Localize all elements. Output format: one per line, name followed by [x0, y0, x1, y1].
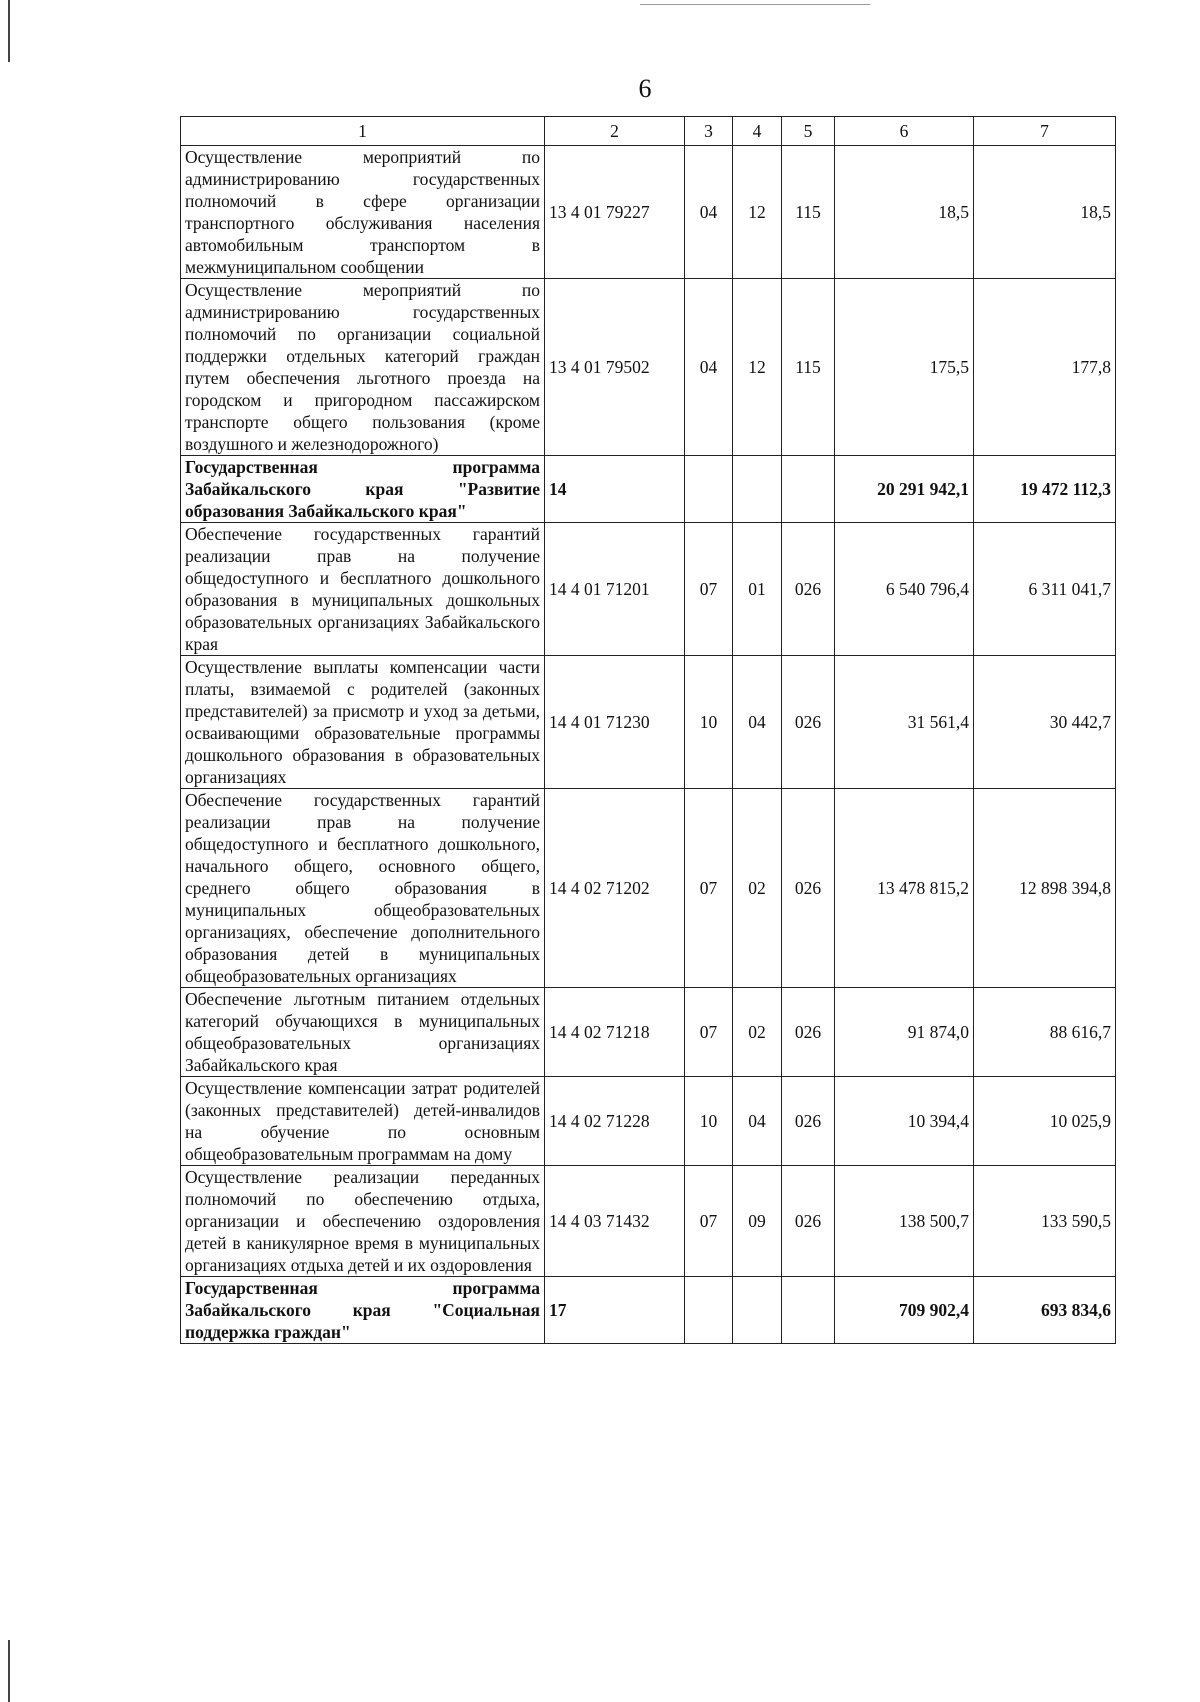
row-col6: 91 874,0 [835, 988, 974, 1077]
header-col-6: 6 [835, 117, 974, 146]
row-col4: 12 [733, 279, 782, 456]
row-col6: 13 478 815,2 [835, 789, 974, 988]
table-row [181, 146, 1116, 279]
row-col4: 04 [733, 1077, 782, 1166]
row-name: Обеспечение льготным питанием отдельных категорий обучающихся в муниципальных общеобразовательных организациях Забайкальского края [181, 988, 545, 1077]
row-col3: 07 [685, 789, 733, 988]
row-code: 14 [545, 456, 685, 523]
row-name: Государственная программа Забайкальского края "Развитие образования Забайкальского края" [181, 456, 545, 523]
table-row [181, 279, 1116, 456]
header-col-4: 4 [733, 117, 782, 146]
row-name: Обеспечение государственных гарантий реализации прав на получение общедоступного и бесплатного дошкольного образования в муниципальных дошкольных образовательных организациях Забайкальского края [181, 523, 545, 656]
row-col3 [685, 456, 733, 523]
row-name: Государственная программа Забайкальского края "Социальная поддержка граждан" [181, 1277, 545, 1344]
table-row-program [181, 456, 1116, 523]
row-code: 14 4 02 71228 [545, 1077, 685, 1166]
table-row [181, 656, 1116, 789]
row-col4: 02 [733, 789, 782, 988]
header-col-7: 7 [974, 117, 1116, 146]
row-code: 14 4 03 71432 [545, 1166, 685, 1277]
row-col3 [685, 1277, 733, 1344]
row-col7: 10 025,9 [974, 1077, 1116, 1166]
row-name: Обеспечение государственных гарантий реализации прав на получение общедоступного и бесплатного дошкольного, начального общего, основного общего, среднего общего образования в муниципальных общеобразовательных организациях, обеспечение дополнительного образования детей в муниципальных общеобразовательных организациях [181, 789, 545, 988]
row-col6: 18,5 [835, 146, 974, 279]
row-col5: 115 [782, 146, 835, 279]
row-col6: 709 902,4 [835, 1277, 974, 1344]
budget-table [180, 116, 1116, 1344]
page-number: 6 [638, 74, 652, 103]
row-name: Осуществление мероприятий по администрированию государственных полномочий по организации социальной поддержки отдельных категорий граждан путем обеспечения льготного проезда на городском и пригородном пассажирском транспорте общего пользования (кроме воздушного и железнодорожного) [181, 279, 545, 456]
scan-mark-left-bottom [8, 1640, 10, 1702]
row-col5: 026 [782, 988, 835, 1077]
row-name: Осуществление выплаты компенсации части платы, взимаемой с родителей (законных представителей) за присмотр и уход за детьми, осваивающими образовательные программы дошкольного образования в образовательных организациях [181, 656, 545, 789]
header-col-1: 1 [181, 117, 545, 146]
row-code: 14 4 01 71230 [545, 656, 685, 789]
table-row [181, 523, 1116, 656]
row-col3: 07 [685, 988, 733, 1077]
row-col7: 19 472 112,3 [974, 456, 1116, 523]
row-col7: 6 311 041,7 [974, 523, 1116, 656]
row-col7: 177,8 [974, 279, 1116, 456]
row-col4: 09 [733, 1166, 782, 1277]
row-col3: 07 [685, 523, 733, 656]
row-col5: 026 [782, 789, 835, 988]
row-col6: 20 291 942,1 [835, 456, 974, 523]
row-col3: 10 [685, 656, 733, 789]
row-code: 14 4 01 71201 [545, 523, 685, 656]
row-col5: 026 [782, 1166, 835, 1277]
row-col7: 30 442,7 [974, 656, 1116, 789]
header-row [181, 117, 1116, 146]
table-row [181, 789, 1116, 988]
table-row [181, 1077, 1116, 1166]
scan-mark-left [8, 0, 10, 62]
row-col7: 693 834,6 [974, 1277, 1116, 1344]
row-col7: 133 590,5 [974, 1166, 1116, 1277]
row-name: Осуществление реализации переданных полномочий по обеспечению отдыха, организации и обеспечению оздоровления детей в каникулярное время в муниципальных организациях отдыха детей и их оздоровления [181, 1166, 545, 1277]
row-col6: 138 500,7 [835, 1166, 974, 1277]
row-col4: 12 [733, 146, 782, 279]
row-code: 13 4 01 79502 [545, 279, 685, 456]
row-col5: 026 [782, 523, 835, 656]
row-name: Осуществление мероприятий по администрированию государственных полномочий в сфере организации транспортного обслуживания населения автомобильным транспортом в межмуниципальном сообщении [181, 146, 545, 279]
table-row [181, 988, 1116, 1077]
row-col3: 04 [685, 279, 733, 456]
row-col6: 6 540 796,4 [835, 523, 974, 656]
row-col4: 02 [733, 988, 782, 1077]
row-col7: 12 898 394,8 [974, 789, 1116, 988]
header-col-3: 3 [685, 117, 733, 146]
row-col4: 01 [733, 523, 782, 656]
row-col4: 04 [733, 656, 782, 789]
row-col3: 10 [685, 1077, 733, 1166]
table-row-program [181, 1277, 1116, 1344]
table-row [181, 1166, 1116, 1277]
row-col3: 07 [685, 1166, 733, 1277]
row-col5 [782, 456, 835, 523]
row-col6: 31 561,4 [835, 656, 974, 789]
row-col3: 04 [685, 146, 733, 279]
row-col5: 026 [782, 1077, 835, 1166]
row-col7: 88 616,7 [974, 988, 1116, 1077]
header-col-5: 5 [782, 117, 835, 146]
row-col5: 026 [782, 656, 835, 789]
row-col6: 10 394,4 [835, 1077, 974, 1166]
row-col4 [733, 1277, 782, 1344]
header-col-2: 2 [545, 117, 685, 146]
row-col4 [733, 456, 782, 523]
row-code: 13 4 01 79227 [545, 146, 685, 279]
row-code: 17 [545, 1277, 685, 1344]
row-col7: 18,5 [974, 146, 1116, 279]
row-name: Осуществление компенсации затрат родителей (законных представителей) детей-инвалидов на обучение по основным общеобразовательным программам на дому [181, 1077, 545, 1166]
row-code: 14 4 02 71202 [545, 789, 685, 988]
row-col6: 175,5 [835, 279, 974, 456]
row-col5: 115 [782, 279, 835, 456]
scan-mark-top [640, 4, 870, 5]
row-code: 14 4 02 71218 [545, 988, 685, 1077]
row-col5 [782, 1277, 835, 1344]
